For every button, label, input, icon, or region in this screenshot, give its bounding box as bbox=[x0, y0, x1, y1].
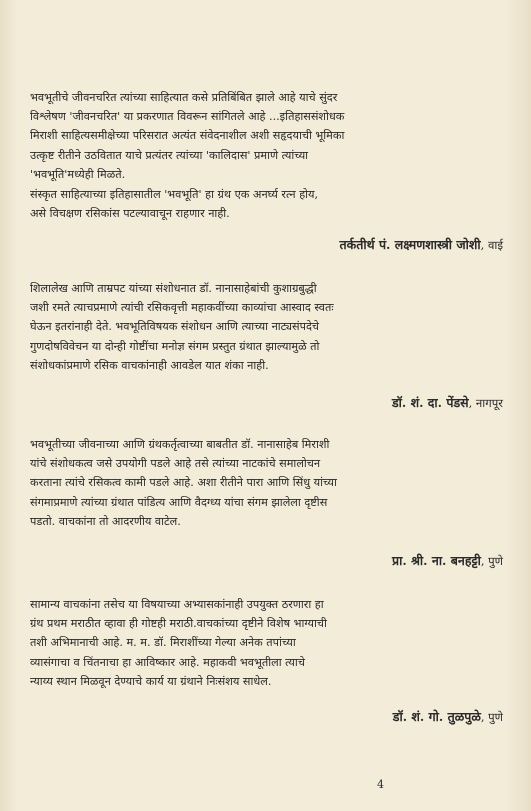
review-line: तशी अभिमानाची आहे. म. म. डॉ. मिराशींच्या गेल्या अनेक तपांच्या bbox=[30, 636, 296, 650]
review-paragraph-1b bbox=[30, 185, 496, 223]
review-line: भवभूतीचे जीवनचरित त्यांच्या साहित्यात कसे प्रतिबिंबित झाले आहे याचे सुंदर bbox=[30, 91, 338, 104]
review-line: विश्लेषण 'जीवनचरित' या प्रकरणात विवरून सांगितले आहे ...इतिहाससंशोधक bbox=[30, 110, 345, 124]
review-line: व्यासंगाचा व चिंतनाचा हा आविष्कार आहे. महाकवी भवभूतीला त्याचे bbox=[30, 655, 305, 669]
review-line: पडतो. वाचकांना तो आदरणीय वाटेल. bbox=[30, 514, 181, 528]
reviewer-name: डॉ. शं. दा. पेंडसे bbox=[391, 395, 469, 410]
reviewer-signature-3 bbox=[392, 552, 503, 569]
review-line: 'भवभूति'मध्येही मिळते. bbox=[30, 167, 126, 181]
reviewer-city: , पुणे bbox=[480, 710, 503, 724]
review-line: भवभूतीच्या जीवनाच्या आणि ग्रंथकर्तृत्वाच्या बाबतीत डॉ. नानासाहेब मिराशी bbox=[30, 438, 330, 451]
reviewer-signature-4 bbox=[393, 708, 503, 725]
reviewer-city: , नागपूर bbox=[468, 396, 503, 410]
review-paragraph-2 bbox=[30, 279, 496, 375]
review-paragraph-1 bbox=[30, 88, 496, 184]
page-number: 4 bbox=[377, 778, 384, 791]
review-line: न्याय्य स्थान मिळवून देण्याचे कार्य या ग्रंथाने निःसंशय साधेल. bbox=[30, 674, 272, 688]
review-paragraph-3 bbox=[30, 435, 496, 531]
review-line: ग्रंथ प्रथम मराठीत व्हावा ही गोष्टही मराठी.वाचकांच्या दृष्टीने विशेष भाग्याची bbox=[30, 617, 327, 631]
review-line: संस्कृत साहित्याच्या इतिहासातील 'भवभूति' हा ग्रंथ एक अनर्घ्य रत्न होय, bbox=[30, 188, 319, 201]
reviewer-name: डॉ. शं. गो. तुळपुळे bbox=[392, 709, 481, 724]
review-line: मिराशी साहित्यसमीक्षेच्या परिसरात अत्यंत संवेदनाशील अशी सहृदयाची भूमिका bbox=[30, 129, 345, 143]
review-line: करताना त्यांचे रसिकत्व कामी पडले आहे. अशा रीतीने पारा आणि सिंधु यांच्या bbox=[30, 476, 337, 490]
reviewer-city: , पुणे bbox=[480, 554, 503, 568]
review-line: गुणदोषविवेचन या दोन्ही गोष्टींचा मनोज्ञ संगम प्रस्तुत ग्रंथात झाल्यामुळे तो bbox=[30, 339, 320, 353]
review-line: सामान्य वाचकांना तसेच या विषयाच्या अभ्यासकांनाही उपयुक्त ठरणारा हा bbox=[30, 598, 324, 611]
review-paragraph-4 bbox=[30, 595, 496, 691]
reviewer-signature-1 bbox=[340, 236, 503, 253]
review-line: जशी रमते त्याचप्रमाणे त्यांची रसिकवृत्ती महाकवींच्या काव्यांचा आस्वाद स्वतः bbox=[30, 301, 334, 315]
review-line: घेऊन इतरांनाही देते. भवभूतिविषयक संशोधन आणि त्याच्या नाट्यसंपदेचे bbox=[30, 320, 319, 334]
review-line: उत्कृष्ट रीतीने उठवितात याचे प्रत्यंतर त्यांच्या 'कालिदास' प्रमाणे त्यांच्या bbox=[30, 148, 309, 162]
reviewer-name: तर्कतीर्थ पं. लक्ष्मणशास्त्री जोशी bbox=[339, 237, 481, 252]
review-line: संशोधकांप्रमाणे रसिक वाचकांनाही आवडेल यात शंका नाही. bbox=[30, 358, 269, 372]
review-line: यांचे संशोधकत्व जसे उपयोगी पडले आहे तसे त्यांच्या नाटकांचे समालोचन bbox=[30, 457, 321, 471]
review-line: संगमाप्रमाणे त्यांच्या ग्रंथात पांडित्य आणि वैदग्ध्य यांचा संगम झालेला दृष्टीस bbox=[30, 495, 328, 509]
review-line: असे विचक्षण रसिकांस पटल्यावाचून राहणार नाही. bbox=[30, 207, 230, 221]
review-line: शिलालेख आणि ताम्रपट यांच्या संशोधनात डॉ. नानासाहेबांची कुशाग्रबुद्धी bbox=[30, 282, 317, 295]
reviewer-city: , वाई bbox=[480, 238, 503, 252]
reviewer-name: प्रा. श्री. ना. बनहट्टी bbox=[392, 553, 481, 568]
reviewer-signature-2 bbox=[392, 394, 503, 411]
